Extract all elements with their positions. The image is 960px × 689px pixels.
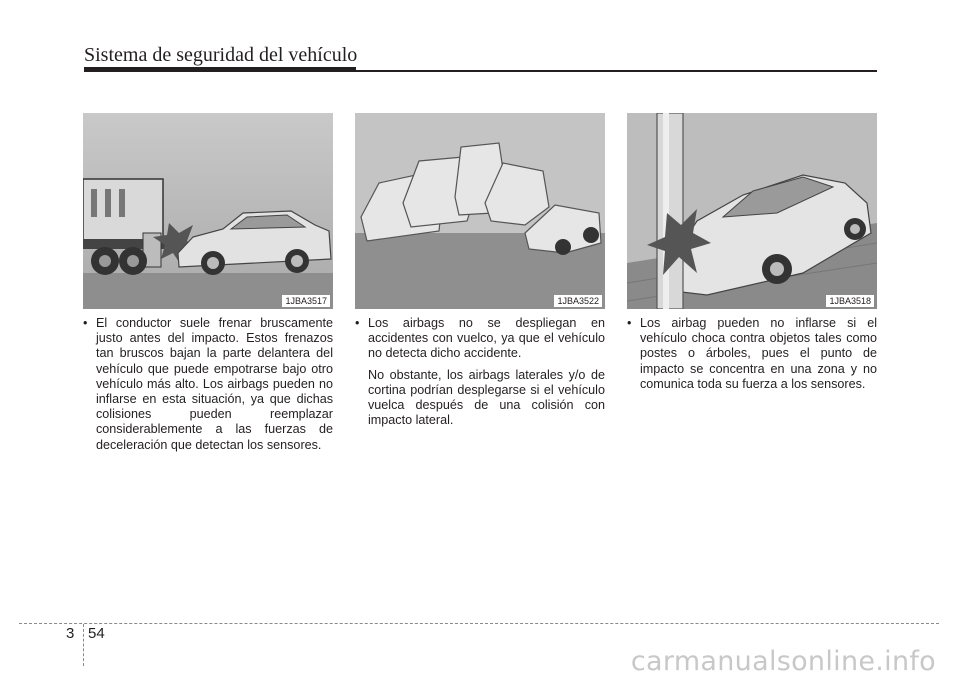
image-code: 1JBA3517 (282, 295, 330, 307)
illustration-underride (83, 113, 333, 309)
text-column-1 (83, 316, 333, 459)
section-title: Sistema de seguridad del vehículo (84, 44, 358, 66)
watermark: carmanualsonline.info (630, 646, 936, 677)
footer-divider (83, 624, 84, 666)
image-code: 1JBA3518 (826, 295, 874, 307)
text-column-3 (627, 316, 877, 398)
footer-rule (19, 623, 939, 624)
bullet-icon: • (355, 316, 360, 330)
page-number: 54 (88, 625, 105, 642)
text-column-2 (355, 316, 605, 434)
chapter-number: 3 (66, 625, 75, 642)
bullet-paragraph: • Los airbags no se despliegan en accidentes con vuelco, ya que el vehículo no detecta dicho accidente. (355, 316, 605, 361)
illustration-rollover (355, 113, 605, 309)
illustration-pole-crash (627, 113, 877, 309)
bullet-paragraph: • Los airbag pueden no inflarse si el vehículo choca contra objetos tales como postes o árboles, pues el punto de impacto se concentra en una zona y no comunica toda su fuerza a los sensores. (627, 316, 877, 391)
bullet-icon: • (83, 316, 88, 330)
paragraph: No obstante, los airbags laterales y/o de cortina podrían desplegarse si el vehículo vuelca después de una colisión con impacto lateral. (368, 367, 605, 428)
bullet-paragraph: • El conductor suele frenar bruscamente justo antes del impacto. Estos frenazos tan bruscos bajan la parte delantera del vehículo que puede empotrarse bajo otro vehículo más alto. Los airbags pueden no inflarse en esta situación, ya que dichas colisiones pueden reemplazar considerablemente a las fuerzas de deceleración que detectan los sensores. (83, 316, 333, 452)
header-rule-thin (356, 70, 877, 72)
header-rule (84, 67, 356, 72)
bullet-icon: • (627, 316, 632, 330)
image-code: 1JBA3522 (554, 295, 602, 307)
